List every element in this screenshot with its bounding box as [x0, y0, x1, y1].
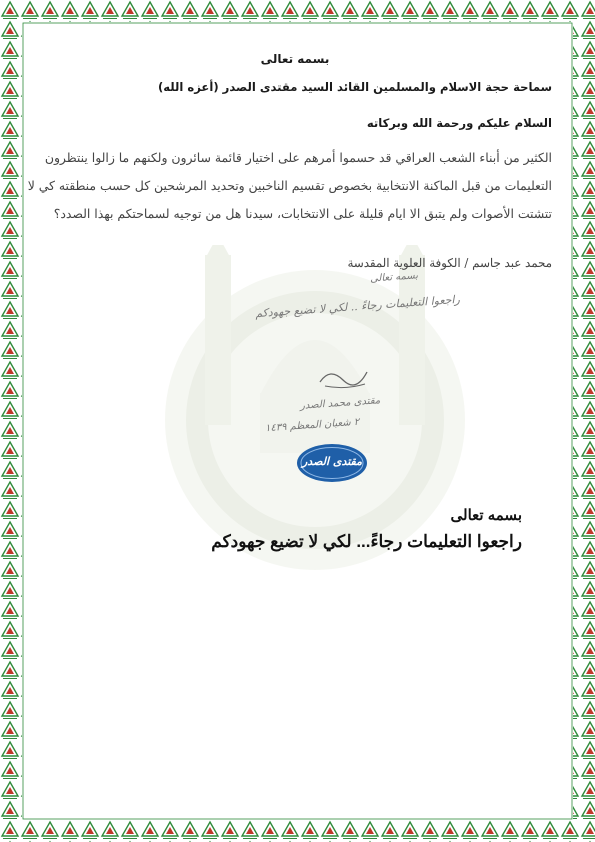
transcript-basmala: بسمه تعالى: [450, 507, 522, 524]
letter-line-2: التعليمات من قبل الماكنة الانتخابية بخصوص تقسيم الناخبين وتحديد المرشحين كل حسب منطقته كي لا: [27, 178, 552, 193]
handwritten-name: مقتدى محمد الصدر: [299, 395, 381, 412]
handwritten-date: ٢ شعبان المعظم ١٤٣٩: [264, 416, 360, 435]
greeting-line: السلام عليكم ورحمة الله وبركاته: [366, 116, 552, 130]
handwritten-reply: راجعوا التعليمات رجاءً .. لكي لا تضيع جهودكم: [254, 292, 461, 321]
transcript-text: راجعوا التعليمات رجاءً... لكي لا تضيع جهودكم: [211, 532, 522, 551]
handwritten-basmala: بسمه تعالى: [369, 270, 419, 285]
basmala-heading: بسمه تعالى: [260, 52, 330, 66]
letter-line-1: الكثير من أبناء الشعب العراقي قد حسموا أمرهم على اختيار قائمة سائرون ولكنهم ما زالوا ينتظرون: [44, 150, 552, 165]
addressee-line: سماحة حجة الاسلام والمسلمين القائد السيد مقتدى الصدر (أعزه الله): [157, 80, 552, 94]
official-seal: [296, 443, 368, 483]
handwritten-signature-scribble: [315, 362, 375, 392]
seal-text: مقتدى الصدر: [301, 455, 363, 468]
sender-signature: محمد عبد جاسم / الكوفة العلوية المقدسة: [347, 256, 552, 270]
letter-line-3: تتشتت الأصوات ولم يتبق الا ايام قليلة على الانتخابات، سيدنا هل من توجيه لسماحتكم بهذا الصدد؟: [53, 206, 552, 221]
